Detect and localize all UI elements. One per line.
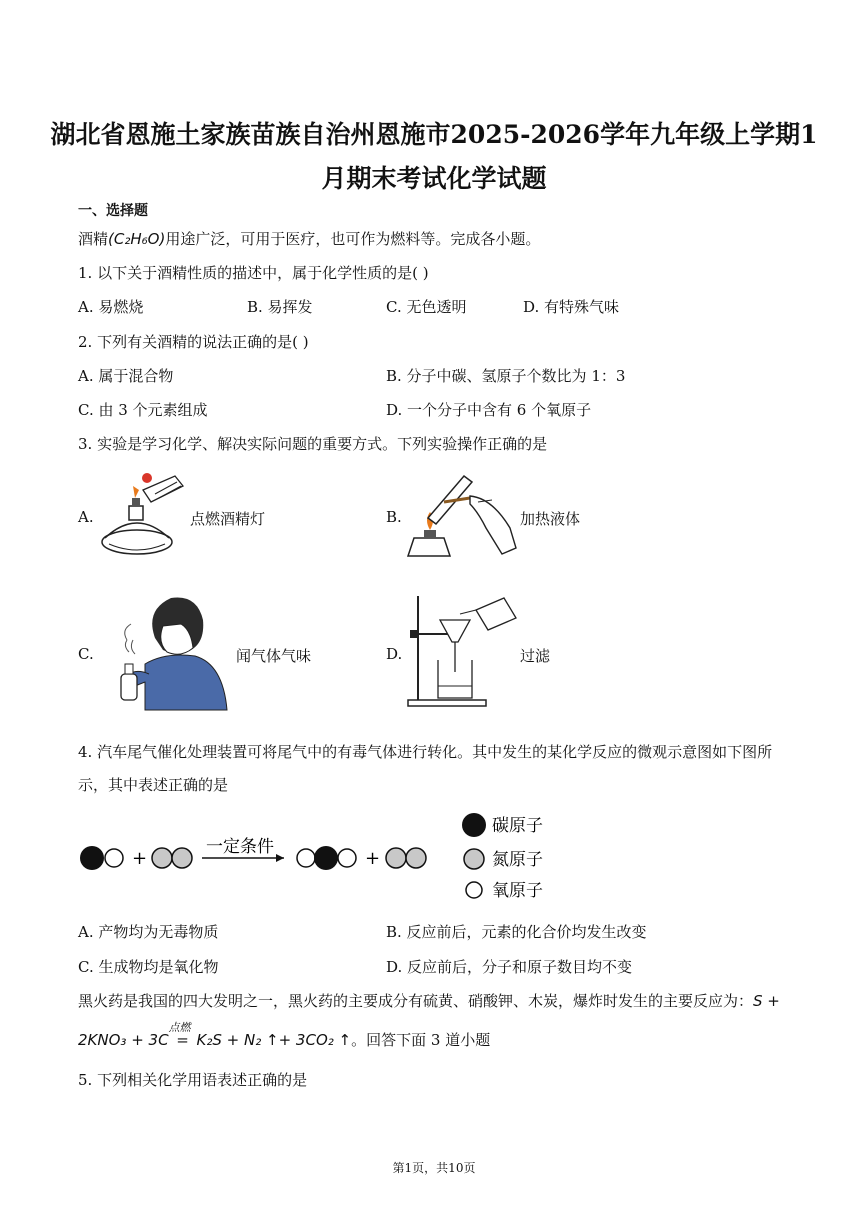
legend-oxygen-symbol (466, 882, 482, 898)
product-2-nitrogen-atom-a (386, 848, 406, 868)
q1-option-c: C. 无色透明 (386, 298, 467, 316)
q3-letter-a: A. (78, 508, 94, 526)
passage-equation-start: S + (753, 992, 780, 1010)
product-1-oxygen-atom-a (297, 849, 315, 867)
q4-option-a: A. 产物均为无毒物质 (78, 923, 219, 941)
passage-line-2 (78, 1021, 491, 1050)
intro-text (78, 228, 540, 249)
q2-option-a: A. 属于混合物 (78, 367, 174, 385)
q2-option-b: B. 分子中碳、氢原子个数比为 1：3 (386, 367, 626, 385)
filtration-illustration (404, 590, 519, 710)
q1-option-a: A. 易燃烧 (78, 298, 144, 316)
legend-carbon-symbol (462, 813, 486, 837)
equation-reactants: 2KNO₃ + 3C (78, 1031, 169, 1049)
passage-text: 黑火药是我国的四大发明之一，黑火药的主要成分有硫黄、硝酸钾、木炭，爆炸时发生的主要反应为： (78, 992, 754, 1010)
intro-pre: 酒精 (78, 230, 109, 248)
q4-option-c: C. 生成物均是氧化物 (78, 958, 219, 976)
q2-option-d: D. 一个分子中含有 6 个氧原子 (386, 401, 592, 419)
legend-carbon-label: 碳原子 (492, 816, 543, 836)
equation-products: K₂S + N₂ ↑+ 3CO₂ ↑ (196, 1031, 352, 1049)
plus-sign-left: + (132, 848, 148, 869)
q4-stem-line-2: 示，其中表述正确的是 (78, 776, 229, 794)
page-title-line-2: 月期末考试化学试题 (321, 164, 547, 193)
reactant-1-oxygen-atom (105, 849, 123, 867)
intro-post: 用途广泛，可用于医疗，也可作为燃料等。完成各小题。 (165, 230, 541, 248)
equation-condition: 点燃 (168, 1021, 191, 1034)
legend-nitrogen-symbol (464, 849, 484, 869)
lighting-alcohol-lamp-illustration (95, 468, 190, 560)
q3-stem: 3. 实验是学习化学、解决实际问题的重要方式。下列实验操作正确的是 (78, 435, 548, 453)
reactant-2-nitrogen-atom-a (152, 848, 172, 868)
q3-caption-d: 过滤 (520, 647, 551, 665)
reactant-1-carbon-atom (80, 846, 104, 870)
q5-stem: 5. 下列相关化学用语表述正确的是 (78, 1071, 308, 1089)
heating-liquid-illustration (400, 468, 520, 560)
q4-stem-line-1: 4. 汽车尾气催化处理装置可将尾气中的有毒气体进行转化。其中发生的某化学反应的微观示意图如下图所 (78, 743, 773, 761)
reaction-micro-diagram (76, 808, 576, 908)
q3-letter-b: B. (386, 508, 402, 526)
product-1-carbon-atom (314, 846, 338, 870)
passage-line-1 (78, 990, 780, 1011)
section-heading: 一、选择题 (78, 203, 148, 219)
smelling-gas-illustration (105, 590, 230, 712)
q3-caption-c: 闻气体气味 (236, 647, 312, 665)
legend-nitrogen-label: 氮原子 (492, 850, 543, 870)
q4-option-b: B. 反应前后，元素的化合价均发生改变 (386, 923, 647, 941)
page-footer: 第1页，共10页 (392, 1161, 476, 1175)
q1-stem: 1. 以下关于酒精性质的描述中，属于化学性质的是( ) (78, 264, 429, 282)
passage-instruction: 。回答下面 3 道小题 (351, 1031, 491, 1049)
reaction-arrow-head (276, 854, 284, 862)
q3-letter-d: D. (386, 645, 403, 663)
q1-option-b: B. 易挥发 (247, 298, 313, 316)
q3-caption-b: 加热液体 (520, 510, 581, 528)
q2-stem: 2. 下列有关酒精的说法正确的是( ) (78, 333, 309, 351)
q2-option-c: C. 由 3 个元素组成 (78, 401, 208, 419)
equation-condition-sign: 点燃 = (168, 1021, 191, 1049)
product-2-nitrogen-atom-b (406, 848, 426, 868)
reactant-2-nitrogen-atom-b (172, 848, 192, 868)
ethanol-formula: (C₂H₆O) (108, 230, 166, 248)
q4-option-d: D. 反应前后，分子和原子数目均不变 (386, 958, 633, 976)
plus-sign-right: + (365, 848, 381, 869)
q3-caption-a: 点燃酒精灯 (190, 510, 266, 528)
q1-option-d: D. 有特殊气味 (523, 298, 620, 316)
reaction-condition: 一定条件 (206, 837, 274, 857)
product-1-oxygen-atom-b (338, 849, 356, 867)
q3-letter-c: C. (78, 645, 94, 663)
legend-oxygen-label: 氧原子 (492, 881, 543, 901)
page-title-line-1: 湖北省恩施土家族苗族自治州恩施市2025-2026学年九年级上学期1 (50, 120, 818, 149)
